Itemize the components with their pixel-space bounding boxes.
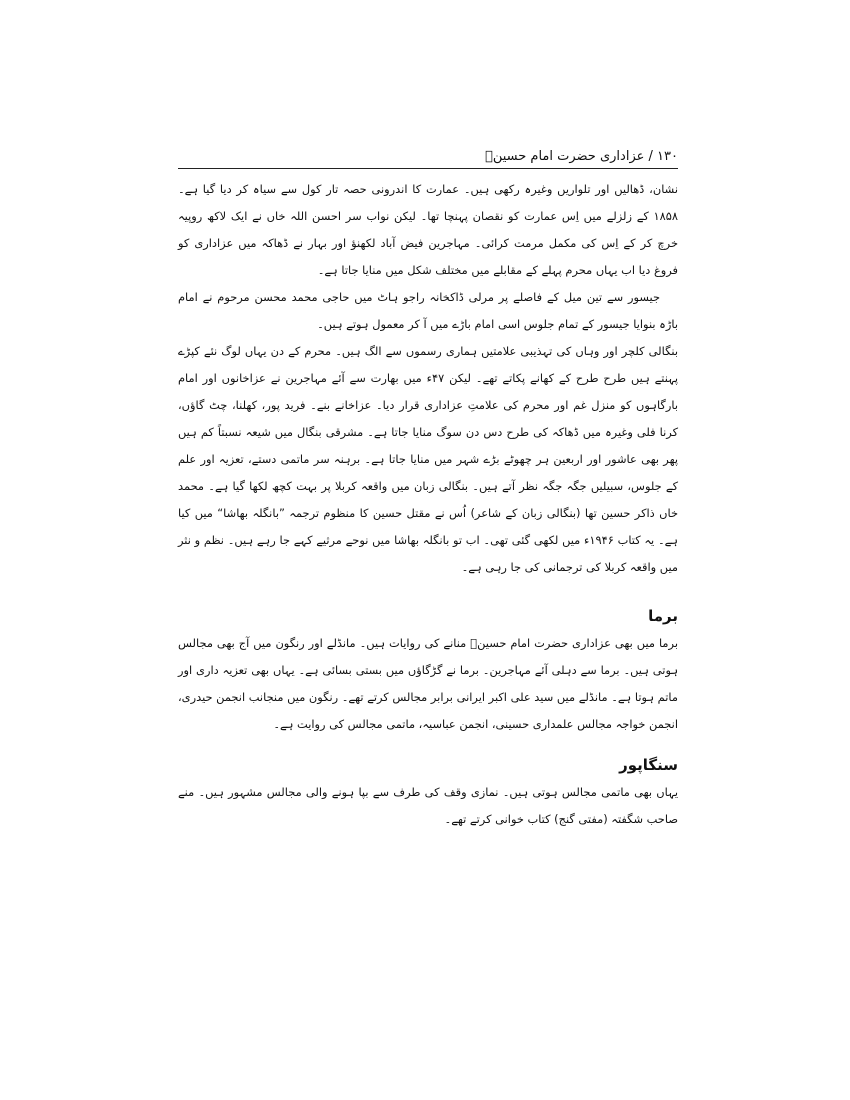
section-heading-burma: برما: [648, 607, 678, 625]
paragraph-dhaka: نشان، ڈھالیں اور تلواریں وغیرہ رکھی ہیں۔ عمارت کا اندرونی حصہ تار کول سے سیاہ کر دیا گیا ہے۔ ۱۸۵۸ کے زلزلے میں اِس عمارت کو نقصان پہنچا تھا۔ لیکن نواب سر احسن اللہ خاں نے ایک لاکھ روپیہ خرچ کر کے اِس کی مکمل مرمت کرائی۔ مہاجرین فیض آباد لکھنؤ اور بہار نے ڈھاکہ میں عزاداری کو فروغ دیا اب یہاں محرم پہلے کے مقابلے میں مختلف شکل میں منایا جاتا ہے۔: [178, 182, 678, 277]
running-header: [178, 146, 678, 168]
page-body: [178, 176, 678, 833]
paragraph-bengal: بنگالی کلچر اور وہاں کی تہذیبی علامتیں ہماری رسموں سے الگ ہیں۔ محرم کے دن یہاں لوگ نئے کپڑے پہنتے ہیں طرح طرح کے کھانے پکاتے تھے۔ لیکن ۴۷ء میں بھارت سے آئے مہاجرین نے عزاخانوں اور امام بارگاہوں کو منزل غم اور محرم کی علامتِ عزاداری قرار دیا۔ عزاخانے بنے۔ فرید پور، کھلنا، چٹ گاؤں، کرنا فلی وغیرہ میں ڈھاکہ کی طرح دس دن سوگ منایا جاتا ہے۔ مشرقی بنگال میں شیعہ نسبتاً کم ہیں پھر بھی عاشور اور اربعین ہر چھوٹے بڑے شہر میں منایا جاتا ہے۔ برہنہ سر ماتمی دستے، تعزیہ اور علم کے جلوس، سبیلیں جگہ جگہ نظر آتے ہیں۔ بنگالی زبان میں واقعہ کربلا پر بہت کچھ لکھا گیا ہے۔ محمد خاں ذاکر حسین تھا (بنگالی زبان کے شاعر) اُس نے مقتل حسین کا منظوم ترجمہ ”بانگلہ بھاشا“ میں کیا ہے۔ یہ کتاب ۱۹۴۶ء میں لکھی گئی تھی۔ اب تو بانگلہ بھاشا میں نوحے مرثیے کہے جا رہے ہیں۔ نظم و نثر میں واقعہ کربلا کی ترجمانی کی جا رہی ہے۔: [178, 344, 678, 574]
header-rule: [178, 168, 678, 169]
page-number: ۱۳۰: [657, 149, 678, 164]
paragraph-jessore: جیسور سے تین میل کے فاصلے پر مرلی ڈاکخانہ راجو ہاٹ میں حاجی محمد محسن مرحوم نے امام باڑہ بنوایا جیسور کے تمام جلوس اسی امام باڑے میں آ کر معمول ہوتے ہیں۔: [178, 290, 678, 331]
paragraph-singapore: یہاں بھی ماتمی مجالس ہوتی ہیں۔ نمازی وقف کی طرف سے بپا ہونے والی مجالس مشہور ہیں۔ منے صاحب شگفتہ (مفتی گنج) کتاب خوانی کرتے تھے۔: [178, 785, 678, 826]
header-separator: /: [648, 149, 653, 164]
section-heading-singapore: سنگاپور: [619, 756, 678, 774]
section-spacer: [178, 738, 678, 752]
paragraph-burma: برما میں بھی عزاداری حضرت امام حسینؑ منانے کی روایات ہیں۔ مانڈلے اور رنگون میں آج بھی مجالس ہوتی ہیں۔ برما سے دہلی آئے مہاجرین۔ برما نے گڑگاؤں میں بستی بسائی ہے۔ یہاں بھی تعزیہ داری اور ماتم ہوتا ہے۔ مانڈلے میں سید علی اکبر ایرانی برابر مجالس کرتے تھے۔ رنگون میں منجانب انجمن حیدری، انجمن خواجہ مجالس علمداری حسینی، انجمن عباسیہ، ماتمی مجالس کی روایت ہے۔: [178, 636, 678, 731]
running-title: عزاداری حضرت امام حسینؑ: [485, 149, 645, 164]
section-spacer: [178, 581, 678, 603]
